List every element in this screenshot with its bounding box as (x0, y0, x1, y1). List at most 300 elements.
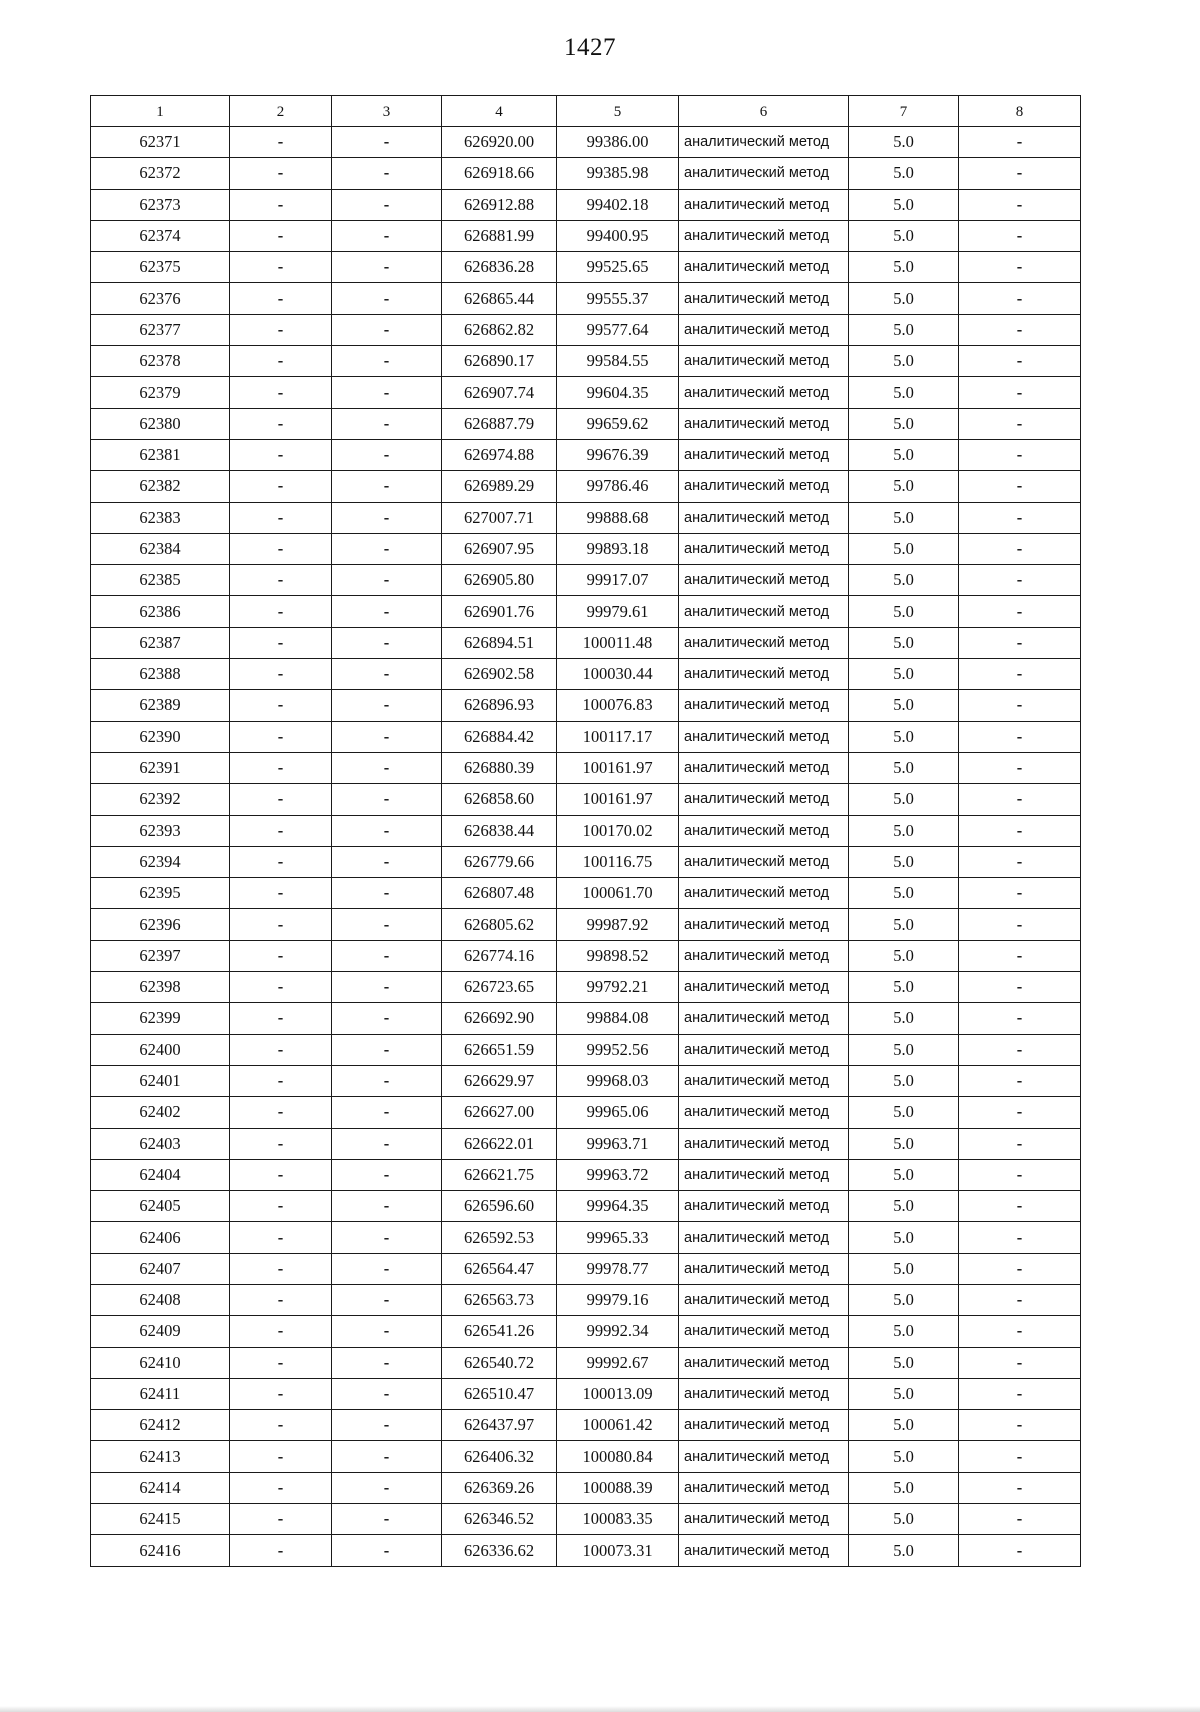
column-8-cell: - (959, 909, 1081, 940)
y-coordinate-cell: 99884.08 (557, 1003, 679, 1034)
method-cell: аналитический метод (679, 1003, 849, 1034)
column-8-cell: - (959, 220, 1081, 251)
x-coordinate-cell: 626592.53 (442, 1222, 557, 1253)
table-row (91, 1410, 1081, 1441)
table-row (91, 752, 1081, 783)
y-coordinate-cell: 100161.97 (557, 752, 679, 783)
column-8-cell: - (959, 1128, 1081, 1159)
column-3-cell: - (332, 1128, 442, 1159)
y-coordinate-cell: 100013.09 (557, 1378, 679, 1409)
column-8-cell: - (959, 1316, 1081, 1347)
y-coordinate-cell: 99898.52 (557, 940, 679, 971)
column-8-cell: - (959, 408, 1081, 439)
point-number-cell: 62397 (91, 940, 230, 971)
point-number-cell: 62411 (91, 1378, 230, 1409)
point-number-cell: 62400 (91, 1034, 230, 1065)
y-coordinate-cell: 99400.95 (557, 220, 679, 251)
x-coordinate-cell: 626887.79 (442, 408, 557, 439)
table-row (91, 846, 1081, 877)
accuracy-cell: 5.0 (849, 846, 959, 877)
column-2-cell: - (230, 1284, 332, 1315)
column-header-4: 4 (442, 96, 557, 127)
x-coordinate-cell: 626596.60 (442, 1191, 557, 1222)
point-number-cell: 62410 (91, 1347, 230, 1378)
column-2-cell: - (230, 1253, 332, 1284)
x-coordinate-cell: 626907.95 (442, 533, 557, 564)
accuracy-cell: 5.0 (849, 752, 959, 783)
accuracy-cell: 5.0 (849, 1504, 959, 1535)
x-coordinate-cell: 626912.88 (442, 189, 557, 220)
accuracy-cell: 5.0 (849, 721, 959, 752)
table-row (91, 940, 1081, 971)
column-2-cell: - (230, 252, 332, 283)
method-cell: аналитический метод (679, 220, 849, 251)
column-2-cell: - (230, 1034, 332, 1065)
x-coordinate-cell: 626905.80 (442, 565, 557, 596)
method-cell: аналитический метод (679, 596, 849, 627)
column-8-cell: - (959, 1003, 1081, 1034)
method-cell: аналитический метод (679, 878, 849, 909)
x-coordinate-cell: 627007.71 (442, 502, 557, 533)
table-row (91, 909, 1081, 940)
table-row (91, 1034, 1081, 1065)
table-row (91, 346, 1081, 377)
column-3-cell: - (332, 252, 442, 283)
point-number-cell: 62378 (91, 346, 230, 377)
accuracy-cell: 5.0 (849, 909, 959, 940)
column-8-cell: - (959, 1284, 1081, 1315)
table-body (91, 127, 1081, 1567)
table-row (91, 1065, 1081, 1096)
y-coordinate-cell: 99386.00 (557, 127, 679, 158)
column-8-cell: - (959, 940, 1081, 971)
column-2-cell: - (230, 1003, 332, 1034)
column-8-cell: - (959, 1253, 1081, 1284)
y-coordinate-cell: 99525.65 (557, 252, 679, 283)
column-2-cell: - (230, 1065, 332, 1096)
y-coordinate-cell: 99917.07 (557, 565, 679, 596)
column-3-cell: - (332, 533, 442, 564)
x-coordinate-cell: 626541.26 (442, 1316, 557, 1347)
column-2-cell: - (230, 283, 332, 314)
accuracy-cell: 5.0 (849, 1191, 959, 1222)
column-8-cell: - (959, 1472, 1081, 1503)
column-2-cell: - (230, 1378, 332, 1409)
column-2-cell: - (230, 565, 332, 596)
accuracy-cell: 5.0 (849, 627, 959, 658)
table-row (91, 815, 1081, 846)
column-2-cell: - (230, 502, 332, 533)
accuracy-cell: 5.0 (849, 1472, 959, 1503)
y-coordinate-cell: 99963.71 (557, 1128, 679, 1159)
y-coordinate-cell: 100080.84 (557, 1441, 679, 1472)
point-number-cell: 62392 (91, 784, 230, 815)
column-3-cell: - (332, 1097, 442, 1128)
column-2-cell: - (230, 1191, 332, 1222)
y-coordinate-cell: 99659.62 (557, 408, 679, 439)
coordinates-table (90, 95, 1081, 1567)
method-cell: аналитический метод (679, 439, 849, 470)
accuracy-cell: 5.0 (849, 784, 959, 815)
point-number-cell: 62415 (91, 1504, 230, 1535)
table-row (91, 1253, 1081, 1284)
accuracy-cell: 5.0 (849, 158, 959, 189)
x-coordinate-cell: 626563.73 (442, 1284, 557, 1315)
method-cell: аналитический метод (679, 1222, 849, 1253)
accuracy-cell: 5.0 (849, 1128, 959, 1159)
x-coordinate-cell: 626858.60 (442, 784, 557, 815)
column-8-cell: - (959, 972, 1081, 1003)
x-coordinate-cell: 626807.48 (442, 878, 557, 909)
column-2-cell: - (230, 158, 332, 189)
column-8-cell: - (959, 721, 1081, 752)
column-2-cell: - (230, 815, 332, 846)
column-8-cell: - (959, 1535, 1081, 1566)
method-cell: аналитический метод (679, 1378, 849, 1409)
table-row (91, 377, 1081, 408)
column-8-cell: - (959, 377, 1081, 408)
column-2-cell: - (230, 596, 332, 627)
x-coordinate-cell: 626884.42 (442, 721, 557, 752)
y-coordinate-cell: 100030.44 (557, 659, 679, 690)
column-3-cell: - (332, 1191, 442, 1222)
table-row (91, 127, 1081, 158)
x-coordinate-cell: 626723.65 (442, 972, 557, 1003)
point-number-cell: 62381 (91, 439, 230, 470)
table-row (91, 158, 1081, 189)
column-header-6: 6 (679, 96, 849, 127)
column-3-cell: - (332, 1535, 442, 1566)
coordinates-table-container (90, 95, 1080, 1567)
table-row (91, 1159, 1081, 1190)
column-2-cell: - (230, 408, 332, 439)
point-number-cell: 62414 (91, 1472, 230, 1503)
point-number-cell: 62391 (91, 752, 230, 783)
x-coordinate-cell: 626336.62 (442, 1535, 557, 1566)
method-cell: аналитический метод (679, 690, 849, 721)
x-coordinate-cell: 626627.00 (442, 1097, 557, 1128)
x-coordinate-cell: 626779.66 (442, 846, 557, 877)
column-3-cell: - (332, 627, 442, 658)
accuracy-cell: 5.0 (849, 1253, 959, 1284)
column-3-cell: - (332, 127, 442, 158)
column-8-cell: - (959, 471, 1081, 502)
y-coordinate-cell: 99979.61 (557, 596, 679, 627)
point-number-cell: 62374 (91, 220, 230, 251)
table-row (91, 721, 1081, 752)
accuracy-cell: 5.0 (849, 1347, 959, 1378)
y-coordinate-cell: 100117.17 (557, 721, 679, 752)
y-coordinate-cell: 100161.97 (557, 784, 679, 815)
table-row (91, 408, 1081, 439)
column-8-cell: - (959, 346, 1081, 377)
x-coordinate-cell: 626437.97 (442, 1410, 557, 1441)
accuracy-cell: 5.0 (849, 220, 959, 251)
column-3-cell: - (332, 1441, 442, 1472)
point-number-cell: 62408 (91, 1284, 230, 1315)
accuracy-cell: 5.0 (849, 283, 959, 314)
method-cell: аналитический метод (679, 408, 849, 439)
accuracy-cell: 5.0 (849, 1535, 959, 1566)
method-cell: аналитический метод (679, 533, 849, 564)
point-number-cell: 62416 (91, 1535, 230, 1566)
column-8-cell: - (959, 659, 1081, 690)
column-header-8: 8 (959, 96, 1081, 127)
y-coordinate-cell: 100083.35 (557, 1504, 679, 1535)
column-3-cell: - (332, 1504, 442, 1535)
y-coordinate-cell: 100061.42 (557, 1410, 679, 1441)
table-row (91, 1222, 1081, 1253)
method-cell: аналитический метод (679, 1441, 849, 1472)
y-coordinate-cell: 100116.75 (557, 846, 679, 877)
point-number-cell: 62379 (91, 377, 230, 408)
method-cell: аналитический метод (679, 784, 849, 815)
column-8-cell: - (959, 596, 1081, 627)
x-coordinate-cell: 626901.76 (442, 596, 557, 627)
column-8-cell: - (959, 1222, 1081, 1253)
method-cell: аналитический метод (679, 909, 849, 940)
column-8-cell: - (959, 439, 1081, 470)
method-cell: аналитический метод (679, 283, 849, 314)
method-cell: аналитический метод (679, 252, 849, 283)
point-number-cell: 62386 (91, 596, 230, 627)
column-8-cell: - (959, 189, 1081, 220)
y-coordinate-cell: 99992.34 (557, 1316, 679, 1347)
accuracy-cell: 5.0 (849, 1316, 959, 1347)
column-3-cell: - (332, 721, 442, 752)
x-coordinate-cell: 626651.59 (442, 1034, 557, 1065)
point-number-cell: 62389 (91, 690, 230, 721)
y-coordinate-cell: 100011.48 (557, 627, 679, 658)
table-row (91, 1316, 1081, 1347)
table-row (91, 784, 1081, 815)
point-number-cell: 62372 (91, 158, 230, 189)
column-8-cell: - (959, 1347, 1081, 1378)
y-coordinate-cell: 99992.67 (557, 1347, 679, 1378)
point-number-cell: 62409 (91, 1316, 230, 1347)
point-number-cell: 62393 (91, 815, 230, 846)
column-3-cell: - (332, 502, 442, 533)
column-3-cell: - (332, 972, 442, 1003)
method-cell: аналитический метод (679, 1316, 849, 1347)
column-2-cell: - (230, 784, 332, 815)
column-8-cell: - (959, 846, 1081, 877)
column-3-cell: - (332, 346, 442, 377)
table-row (91, 471, 1081, 502)
method-cell: аналитический метод (679, 189, 849, 220)
x-coordinate-cell: 626890.17 (442, 346, 557, 377)
column-3-cell: - (332, 752, 442, 783)
column-header-1: 1 (91, 96, 230, 127)
column-8-cell: - (959, 502, 1081, 533)
y-coordinate-cell: 99577.64 (557, 314, 679, 345)
column-2-cell: - (230, 439, 332, 470)
table-row (91, 690, 1081, 721)
table-row (91, 878, 1081, 909)
column-2-cell: - (230, 1159, 332, 1190)
column-8-cell: - (959, 1410, 1081, 1441)
y-coordinate-cell: 99676.39 (557, 439, 679, 470)
point-number-cell: 62382 (91, 471, 230, 502)
table-row (91, 502, 1081, 533)
column-3-cell: - (332, 784, 442, 815)
method-cell: аналитический метод (679, 659, 849, 690)
x-coordinate-cell: 626622.01 (442, 1128, 557, 1159)
point-number-cell: 62377 (91, 314, 230, 345)
column-8-cell: - (959, 252, 1081, 283)
y-coordinate-cell: 100073.31 (557, 1535, 679, 1566)
column-8-cell: - (959, 283, 1081, 314)
column-2-cell: - (230, 1441, 332, 1472)
column-3-cell: - (332, 439, 442, 470)
accuracy-cell: 5.0 (849, 1003, 959, 1034)
column-2-cell: - (230, 471, 332, 502)
method-cell: аналитический метод (679, 1034, 849, 1065)
y-coordinate-cell: 99402.18 (557, 189, 679, 220)
method-cell: аналитический метод (679, 346, 849, 377)
column-8-cell: - (959, 1191, 1081, 1222)
point-number-cell: 62394 (91, 846, 230, 877)
accuracy-cell: 5.0 (849, 252, 959, 283)
column-3-cell: - (332, 314, 442, 345)
x-coordinate-cell: 626918.66 (442, 158, 557, 189)
column-3-cell: - (332, 690, 442, 721)
x-coordinate-cell: 626894.51 (442, 627, 557, 658)
column-2-cell: - (230, 1097, 332, 1128)
column-2-cell: - (230, 1128, 332, 1159)
column-3-cell: - (332, 158, 442, 189)
column-3-cell: - (332, 659, 442, 690)
y-coordinate-cell: 99555.37 (557, 283, 679, 314)
y-coordinate-cell: 100061.70 (557, 878, 679, 909)
point-number-cell: 62376 (91, 283, 230, 314)
column-header-2: 2 (230, 96, 332, 127)
column-3-cell: - (332, 189, 442, 220)
point-number-cell: 62395 (91, 878, 230, 909)
column-3-cell: - (332, 1065, 442, 1096)
x-coordinate-cell: 626621.75 (442, 1159, 557, 1190)
column-2-cell: - (230, 314, 332, 345)
column-8-cell: - (959, 158, 1081, 189)
table-row (91, 1535, 1081, 1566)
column-3-cell: - (332, 471, 442, 502)
point-number-cell: 62404 (91, 1159, 230, 1190)
x-coordinate-cell: 626629.97 (442, 1065, 557, 1096)
accuracy-cell: 5.0 (849, 690, 959, 721)
method-cell: аналитический метод (679, 940, 849, 971)
column-8-cell: - (959, 1441, 1081, 1472)
x-coordinate-cell: 626907.74 (442, 377, 557, 408)
y-coordinate-cell: 99952.56 (557, 1034, 679, 1065)
accuracy-cell: 5.0 (849, 565, 959, 596)
column-3-cell: - (332, 1347, 442, 1378)
column-2-cell: - (230, 1222, 332, 1253)
y-coordinate-cell: 99893.18 (557, 533, 679, 564)
table-row (91, 1472, 1081, 1503)
column-3-cell: - (332, 1159, 442, 1190)
column-3-cell: - (332, 1378, 442, 1409)
table-row (91, 627, 1081, 658)
column-3-cell: - (332, 565, 442, 596)
x-coordinate-cell: 626896.93 (442, 690, 557, 721)
point-number-cell: 62406 (91, 1222, 230, 1253)
x-coordinate-cell: 626540.72 (442, 1347, 557, 1378)
method-cell: аналитический метод (679, 502, 849, 533)
column-8-cell: - (959, 627, 1081, 658)
point-number-cell: 62401 (91, 1065, 230, 1096)
table-row (91, 659, 1081, 690)
y-coordinate-cell: 99385.98 (557, 158, 679, 189)
x-coordinate-cell: 626692.90 (442, 1003, 557, 1034)
column-2-cell: - (230, 627, 332, 658)
column-8-cell: - (959, 1159, 1081, 1190)
point-number-cell: 62383 (91, 502, 230, 533)
accuracy-cell: 5.0 (849, 596, 959, 627)
point-number-cell: 62398 (91, 972, 230, 1003)
x-coordinate-cell: 626989.29 (442, 471, 557, 502)
table-row (91, 439, 1081, 470)
column-2-cell: - (230, 377, 332, 408)
accuracy-cell: 5.0 (849, 377, 959, 408)
accuracy-cell: 5.0 (849, 439, 959, 470)
accuracy-cell: 5.0 (849, 127, 959, 158)
point-number-cell: 62390 (91, 721, 230, 752)
x-coordinate-cell: 626369.26 (442, 1472, 557, 1503)
accuracy-cell: 5.0 (849, 189, 959, 220)
column-3-cell: - (332, 878, 442, 909)
accuracy-cell: 5.0 (849, 314, 959, 345)
table-row (91, 283, 1081, 314)
column-2-cell: - (230, 346, 332, 377)
x-coordinate-cell: 626346.52 (442, 1504, 557, 1535)
accuracy-cell: 5.0 (849, 940, 959, 971)
y-coordinate-cell: 99584.55 (557, 346, 679, 377)
point-number-cell: 62385 (91, 565, 230, 596)
column-3-cell: - (332, 940, 442, 971)
point-number-cell: 62388 (91, 659, 230, 690)
column-2-cell: - (230, 1410, 332, 1441)
y-coordinate-cell: 99888.68 (557, 502, 679, 533)
point-number-cell: 62371 (91, 127, 230, 158)
column-3-cell: - (332, 1003, 442, 1034)
y-coordinate-cell: 99964.35 (557, 1191, 679, 1222)
x-coordinate-cell: 626774.16 (442, 940, 557, 971)
method-cell: аналитический метод (679, 158, 849, 189)
column-3-cell: - (332, 1410, 442, 1441)
y-coordinate-cell: 99968.03 (557, 1065, 679, 1096)
column-8-cell: - (959, 1504, 1081, 1535)
column-8-cell: - (959, 752, 1081, 783)
table-row (91, 1097, 1081, 1128)
method-cell: аналитический метод (679, 815, 849, 846)
method-cell: аналитический метод (679, 846, 849, 877)
table-row (91, 1441, 1081, 1472)
column-2-cell: - (230, 1316, 332, 1347)
column-2-cell: - (230, 533, 332, 564)
accuracy-cell: 5.0 (849, 408, 959, 439)
column-2-cell: - (230, 1535, 332, 1566)
table-row (91, 1191, 1081, 1222)
column-3-cell: - (332, 1034, 442, 1065)
y-coordinate-cell: 100088.39 (557, 1472, 679, 1503)
point-number-cell: 62373 (91, 189, 230, 220)
y-coordinate-cell: 99965.33 (557, 1222, 679, 1253)
method-cell: аналитический метод (679, 314, 849, 345)
column-3-cell: - (332, 815, 442, 846)
point-number-cell: 62407 (91, 1253, 230, 1284)
table-row (91, 314, 1081, 345)
table-row (91, 1003, 1081, 1034)
